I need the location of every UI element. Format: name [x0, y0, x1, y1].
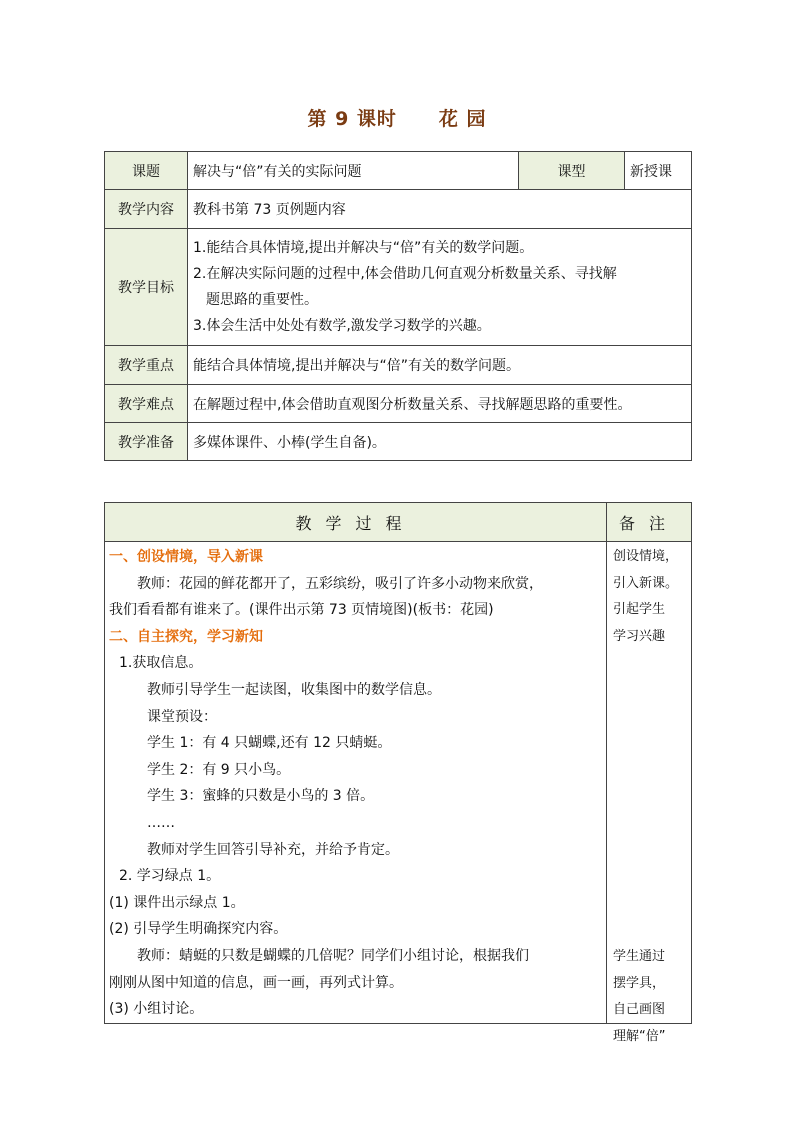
- key-row: [105, 346, 692, 385]
- note-block: [613, 944, 665, 1050]
- process-line: 教师引导学生一起读图，收集图中的数学信息。: [147, 681, 441, 698]
- type-label: 课型: [519, 152, 625, 190]
- process-line: (3) 小组讨论。: [109, 1001, 204, 1018]
- objective-item: 3.体会生活中处处有数学,激发学习数学的兴趣。: [193, 318, 491, 334]
- objectives-label: 教学目标: [105, 229, 188, 346]
- process-notes: [607, 542, 692, 1044]
- key-label: 教学重点: [105, 346, 188, 385]
- process-line: 学生 1：有 4 只蝴蝶,还有 12 只蜻蜓。: [147, 735, 392, 752]
- note-line: 理解“倍”: [613, 1028, 666, 1044]
- key-value: 能结合具体情境,提出并解决与“倍”有关的数学问题。: [188, 346, 692, 385]
- objectives-row: [105, 229, 692, 346]
- process-body-row: [105, 542, 692, 1024]
- note-line: 摆学具，: [613, 975, 666, 991]
- content-value: 教科书第 73 页例题内容: [188, 190, 692, 229]
- prep-row: [105, 423, 692, 461]
- objective-item: 2.在解决实际问题的过程中,体会借助几何直观分析数量关系、寻找解: [193, 266, 617, 282]
- type-value: 新授课: [625, 152, 692, 190]
- objective-item: 1.能结合具体情境,提出并解决与“倍”有关的数学问题。: [193, 240, 534, 256]
- process-line: 教师：花园的鲜花都开了，五彩缤纷，吸引了许多小动物来欣赏，: [137, 575, 543, 592]
- note-line: 自己画图: [613, 1002, 666, 1018]
- content-label: 教学内容: [105, 190, 188, 229]
- process-line: 我们看看都有谁来了。(课件出示第 73 页情境图)(板书：花园): [109, 602, 494, 619]
- process-line: 课堂预设：: [147, 708, 217, 725]
- lesson-name: 花 园: [438, 108, 487, 130]
- note-line: 引起学生: [613, 602, 666, 618]
- section-heading: 一、创设情境，导入新课: [109, 549, 263, 565]
- process-header-row: [105, 503, 692, 542]
- prep-label: 教学准备: [105, 423, 188, 461]
- objectives-list: [188, 229, 692, 346]
- topic-value: 解决与“倍”有关的实际问题: [188, 152, 519, 190]
- difficulty-label: 教学难点: [105, 385, 188, 423]
- topic-row: [105, 152, 692, 190]
- teaching-process-table: [104, 502, 692, 1044]
- note-line: 引入新课。: [613, 575, 679, 591]
- page-title: [0, 104, 794, 131]
- lesson-info-table: [104, 151, 692, 461]
- process-line: (2) 引导学生明确探究内容。: [109, 921, 288, 938]
- process-line: 教师：蜻蜓的只数是蝴蝶的几倍呢？同学们小组讨论，根据我们: [137, 947, 529, 964]
- notes-header: 备注: [607, 503, 692, 542]
- process-line: 教师对学生回答引导补充，并给予肯定。: [147, 841, 399, 858]
- note-line: 学习兴趣: [613, 628, 666, 644]
- objective-item: 题思路的重要性。: [206, 292, 318, 308]
- topic-label: 课题: [105, 152, 188, 190]
- process-line: 学生 3：蜜蜂的只数是小鸟的 3 倍。: [147, 788, 375, 805]
- process-header: 教学过程: [105, 503, 607, 542]
- process-line: 1.获取信息。: [119, 655, 203, 672]
- difficulty-row: [105, 385, 692, 423]
- difficulty-value: 在解题过程中,体会借助直观图分析数量关系、寻找解题思路的重要性。: [188, 385, 692, 423]
- process-line: 2. 学习绿点 1。: [119, 868, 221, 885]
- process-line: ……: [147, 814, 175, 831]
- prep-value: 多媒体课件、小棒(学生自备)。: [188, 423, 692, 461]
- process-line: 刚刚从图中知道的信息，画一画，再列式计算。: [109, 974, 403, 991]
- lesson-number: 第 9 课时: [307, 108, 397, 130]
- process-line: 学生 2：有 9 只小鸟。: [147, 761, 291, 778]
- note-line: 学生通过: [613, 949, 666, 964]
- process-content: [105, 542, 607, 1024]
- process-line: (1) 课件出示绿点 1。: [109, 894, 245, 911]
- section-heading: 二、自主探究，学习新知: [109, 628, 263, 645]
- content-row: [105, 190, 692, 229]
- note-line: 创设情境，: [613, 549, 679, 564]
